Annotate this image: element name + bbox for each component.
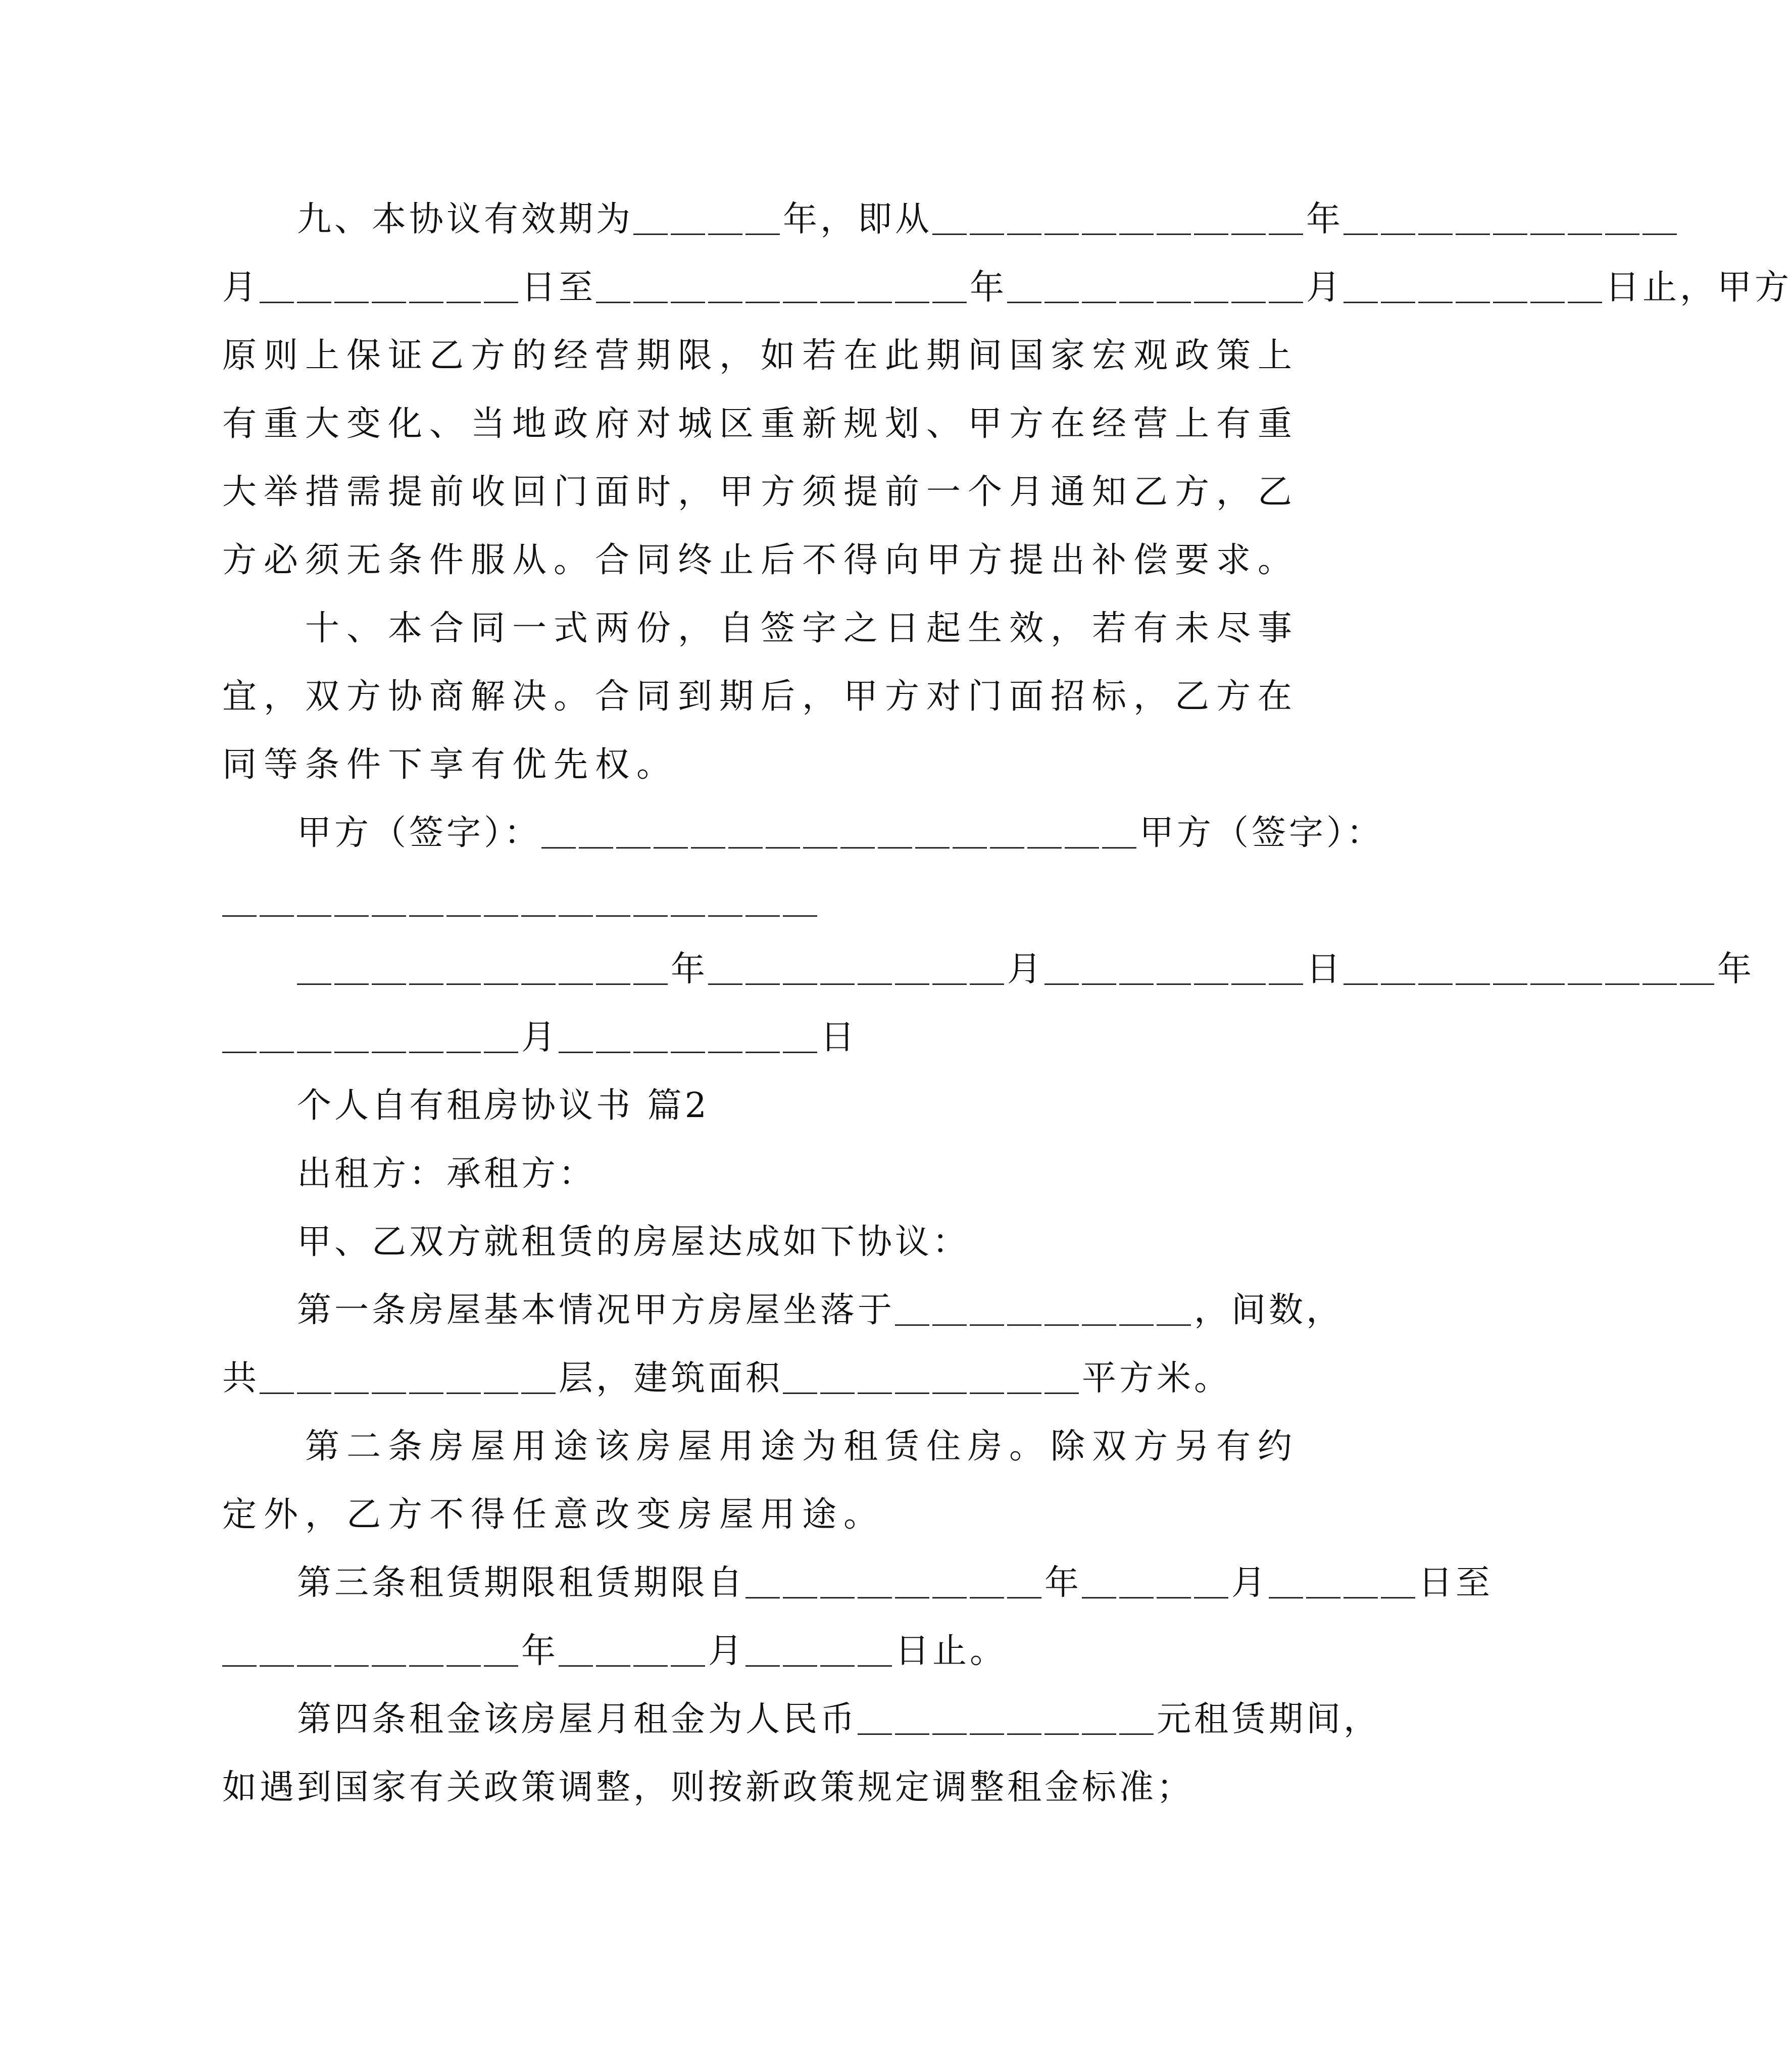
- section-heading: 个人自有租房协议书 篇2: [222, 1086, 710, 1126]
- signature-line: 甲方（签字）：＿＿＿＿＿＿＿＿＿＿＿＿＿＿＿＿甲方（签字）：: [222, 813, 1384, 853]
- text-line: 甲、乙双方就租赁的房屋达成如下协议：: [222, 1222, 970, 1262]
- text-line: 如遇到国家有关政策调整，则按新政策规定调整租金标准；: [222, 1768, 1194, 1807]
- text-line: 第一条房屋基本情况甲方房屋坐落于＿＿＿＿＿＿＿＿，间数，: [222, 1290, 1344, 1330]
- text-line: ＿＿＿＿＿＿＿＿年＿＿＿＿月＿＿＿＿日止。: [222, 1631, 1008, 1671]
- text-line: 月＿＿＿＿＿＿＿日至＿＿＿＿＿＿＿＿＿＿年＿＿＿＿＿＿＿＿月＿＿＿＿＿＿＿日止，甲方: [222, 268, 1792, 308]
- text-line: 原则上保证乙方的经营期限，如若在此期间国家宏观政策上: [222, 336, 1300, 376]
- text-line: 宜，双方协商解决。合同到期后，甲方对门面招标，乙方在: [222, 677, 1300, 717]
- text-line: 出租方：承租方：: [222, 1154, 596, 1194]
- text-line: 共＿＿＿＿＿＿＿＿层，建筑面积＿＿＿＿＿＿＿＿平方米。: [222, 1358, 1232, 1398]
- text-line: 九、本协议有效期为＿＿＿＿年，即从＿＿＿＿＿＿＿＿＿＿年＿＿＿＿＿＿＿＿＿: [222, 199, 1680, 239]
- text-line: 方必须无条件服从。合同终止后不得向甲方提出补偿要求。: [222, 540, 1300, 580]
- text-line: 同等条件下享有优先权。: [222, 745, 678, 785]
- signature-blank: ＿＿＿＿＿＿＿＿＿＿＿＿＿＿＿＿: [222, 881, 821, 921]
- text-line: 定外，乙方不得任意改变房屋用途。: [222, 1495, 885, 1535]
- text-line: 第二条房屋用途该房屋用途为租赁住房。除双方另有约: [222, 1427, 1300, 1467]
- text-line: 大举措需提前收回门面时，甲方须提前一个月通知乙方，乙: [222, 472, 1300, 512]
- date-line: ＿＿＿＿＿＿＿＿月＿＿＿＿＿＿＿日: [222, 1018, 858, 1057]
- text-line: 十、本合同一式两份，自签字之日起生效，若有未尽事: [222, 609, 1300, 648]
- text-line: 第四条租金该房屋月租金为人民币＿＿＿＿＿＿＿＿元租赁期间，: [222, 1699, 1381, 1739]
- date-line: ＿＿＿＿＿＿＿＿＿＿年＿＿＿＿＿＿＿＿月＿＿＿＿＿＿＿日＿＿＿＿＿＿＿＿＿＿年: [222, 949, 1755, 989]
- text-line: 第三条租赁期限租赁期限自＿＿＿＿＿＿＿＿年＿＿＿＿月＿＿＿＿日至: [222, 1563, 1494, 1603]
- text-line: 有重大变化、当地政府对城区重新规划、甲方在经营上有重: [222, 404, 1300, 444]
